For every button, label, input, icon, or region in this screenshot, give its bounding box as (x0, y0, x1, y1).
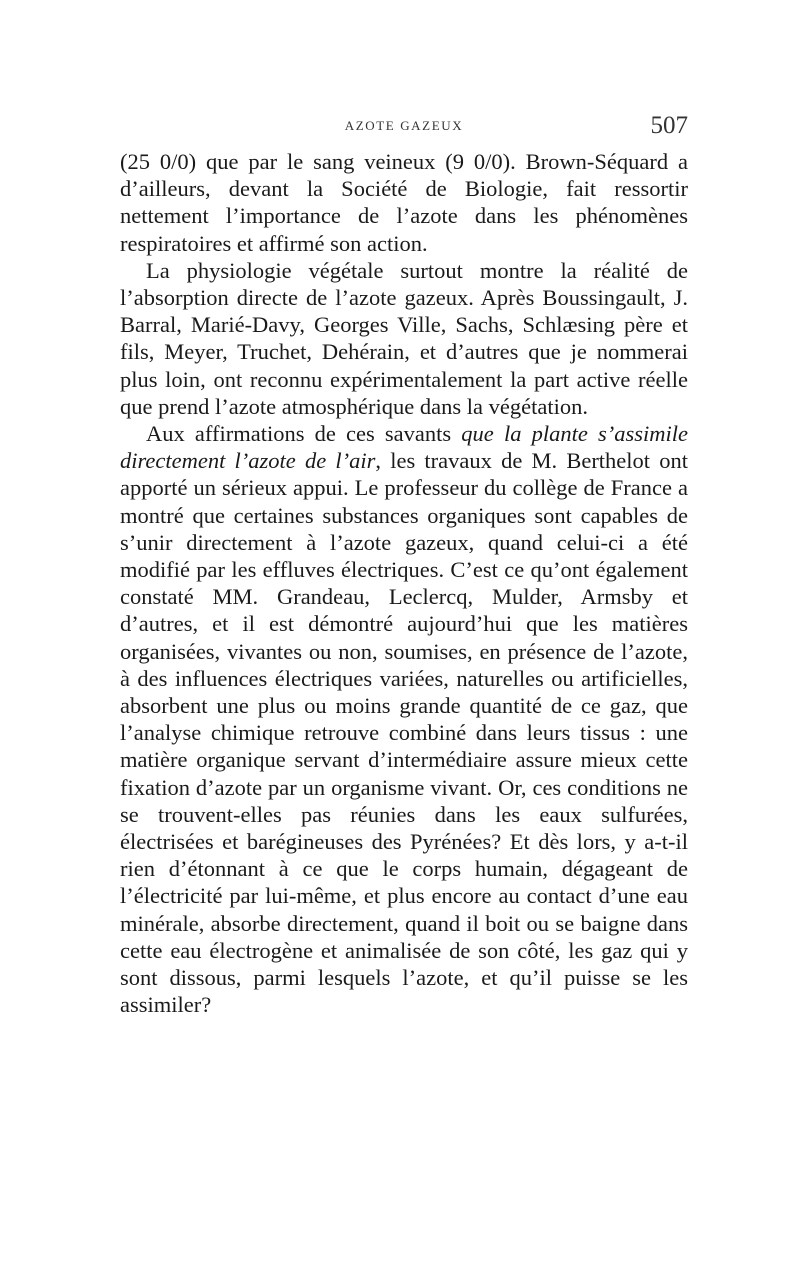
paragraph-3 (120, 420, 688, 1018)
paragraph-3-lead: Aux affirmations de ces savants (146, 421, 462, 447)
body-text (120, 148, 688, 1019)
paragraph-1: (25 0/0) que par le sang veineux (9 0/0). Brown-Séquard a d’ailleurs, devant la Société de Biologie, fait ressortir nettement l’importance de l’azote dans les phénomènes respiratoires et affirmé son action. (120, 149, 688, 256)
page-number: 507 (650, 112, 688, 139)
running-head (120, 112, 688, 142)
italic-quote: que la plante s’assimile directement l’azote de l’air (120, 421, 688, 474)
running-title: AZOTE GAZEUX (344, 118, 464, 133)
paragraph-3-rest: , les travaux de M. Berthelot ont apporté un sérieux appui. Le professeur du collège de France a montré que certaines substances organiques sont capables de s’unir directement à l’azote gazeux, quand celui-ci a été modifié par les effluves électriques. C’est ce qu’ont également constaté MM. Grandeau, Leclercq, Mulder, Armsby et d’autres, et il est démontré aujourd’hui que les matières organisées, vivantes ou non, soumises, en présence de l’azote, à des influences électriques variées, naturelles ou artificielles, absorbent une plus ou moins grande quantité de ce gaz, que l’analyse chimique retrouve combiné dans leurs tissus : une matière organique servant d’intermédiaire assure mieux cette fixation d’azote par un organisme vivant. Or, ces conditions ne se trouvent-elles pas réunies dans les eaux sulfurées, électrisées et barégineuses des Pyrénées? Et dès lors, y a-t-il rien d’étonnant à ce que le corps humain, dégageant de l’électricité par lui-même, et plus encore au contact d’une eau minérale, absorbe directement, quand il boit ou se baigne dans cette eau électrogène et animalisée de son côté, les gaz qui y sont dissous, parmi lesquels l’azote, et qu’il puisse se les assimiler? (120, 448, 688, 1018)
paragraph-2: La physiologie végétale surtout montre la réalité de l’absorption directe de l’azote gazeux. Après Boussingault, J. Barral, Marié-Davy, Georges Ville, Sachs, Schlæsing père et fils, Meyer, Truchet, Dehérain, et d’autres que je nommerai plus loin, ont reconnu expérimentalement la part active réelle que prend l’azote atmosphérique dans la végétation. (120, 257, 688, 419)
